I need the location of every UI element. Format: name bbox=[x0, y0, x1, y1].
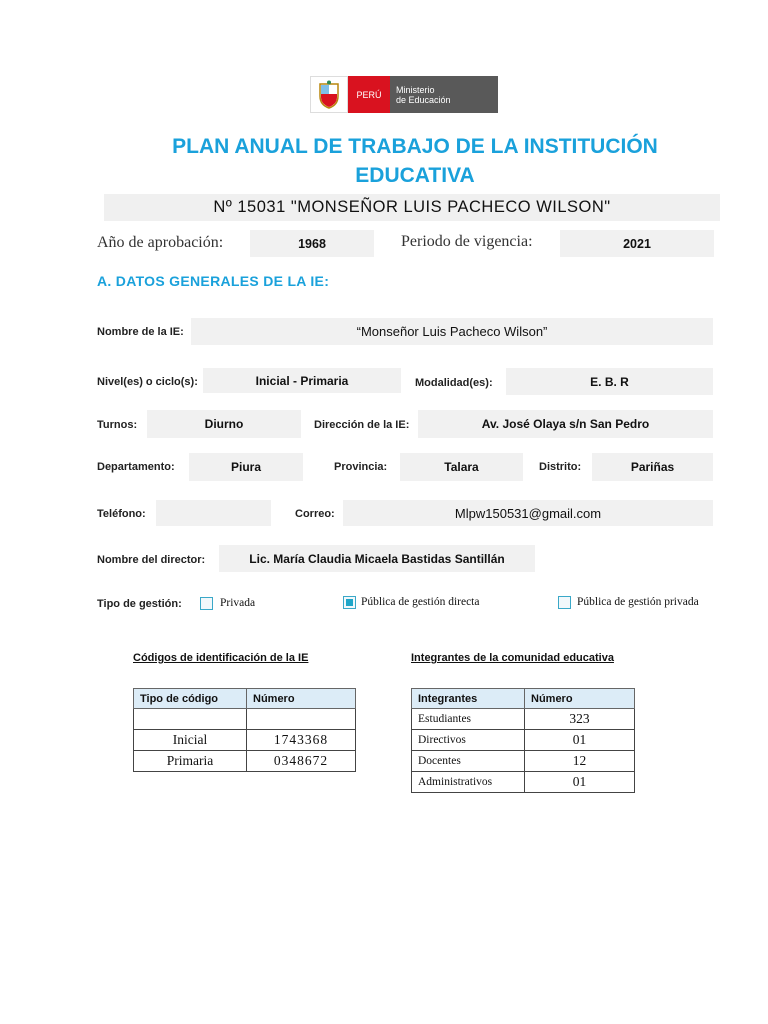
codigos-header-numero: Número bbox=[247, 689, 356, 709]
table-cell: Inicial bbox=[134, 730, 247, 751]
publica-privada-checkbox[interactable] bbox=[558, 596, 571, 609]
publica-directa-option-label: Pública de gestión directa bbox=[361, 596, 480, 608]
provincia-label: Provincia: bbox=[334, 461, 388, 473]
coat-of-arms-icon bbox=[310, 76, 348, 113]
modalidad-value: E. B. R bbox=[506, 368, 713, 395]
table-row bbox=[412, 751, 635, 772]
integrantes-header-row bbox=[412, 689, 635, 709]
table-row bbox=[412, 709, 635, 730]
table-cell: 12 bbox=[525, 751, 635, 772]
table-cell bbox=[134, 709, 247, 730]
integrantes-heading: Integrantes de la comunidad educativa bbox=[411, 652, 614, 664]
table-cell: Estudiantes bbox=[412, 709, 525, 730]
table-row bbox=[412, 730, 635, 751]
table-cell bbox=[247, 709, 356, 730]
table-row bbox=[412, 772, 635, 793]
codigos-table bbox=[133, 688, 356, 772]
minedu-logo bbox=[310, 76, 498, 113]
period-label: Periodo de vigencia: bbox=[401, 233, 533, 250]
nivel-label: Nivel(es) o ciclo(s): bbox=[97, 376, 198, 388]
table-cell: Directivos bbox=[412, 730, 525, 751]
modalidad-label: Modalidad(es): bbox=[415, 377, 493, 389]
departamento-label: Departamento: bbox=[97, 461, 175, 473]
nombre-value: “Monseñor Luis Pacheco Wilson” bbox=[191, 318, 713, 345]
logo-ministry bbox=[390, 76, 498, 113]
section-a-heading: A. DATOS GENERALES DE LA IE: bbox=[97, 273, 330, 289]
integrantes-table bbox=[411, 688, 635, 793]
correo-label: Correo: bbox=[295, 508, 335, 520]
table-row bbox=[134, 751, 356, 772]
publica-directa-checkbox[interactable] bbox=[343, 596, 356, 609]
director-label: Nombre del director: bbox=[97, 554, 206, 566]
provincia-value: Talara bbox=[400, 453, 523, 481]
page-title-line2: EDUCATIVA bbox=[355, 164, 475, 187]
distrito-value: Pariñas bbox=[592, 453, 713, 481]
privada-checkbox[interactable] bbox=[200, 597, 213, 610]
departamento-value: Piura bbox=[189, 453, 303, 481]
turnos-value: Diurno bbox=[147, 410, 301, 438]
table-cell: Primaria bbox=[134, 751, 247, 772]
school-name-banner: Nº 15031 "MONSEÑOR LUIS PACHECO WILSON" bbox=[104, 194, 720, 221]
direccion-value: Av. José Olaya s/n San Pedro bbox=[418, 410, 713, 438]
page-title-line1: PLAN ANUAL DE TRABAJO DE LA INSTITUCIÓN bbox=[172, 135, 658, 158]
codigos-heading: Códigos de identificación de la IE bbox=[133, 652, 309, 664]
table-cell: Docentes bbox=[412, 751, 525, 772]
director-value: Lic. María Claudia Micaela Bastidas Santillán bbox=[219, 545, 535, 572]
codigos-header-row bbox=[134, 689, 356, 709]
logo-line1: Ministerio bbox=[396, 84, 435, 95]
period-value: 2021 bbox=[560, 230, 714, 257]
table-cell: Administrativos bbox=[412, 772, 525, 793]
telefono-value bbox=[156, 500, 271, 526]
table-cell: 1743368 bbox=[247, 730, 356, 751]
table-row bbox=[134, 709, 356, 730]
nombre-label: Nombre de la IE: bbox=[97, 326, 184, 338]
direccion-label: Dirección de la IE: bbox=[314, 419, 410, 431]
table-cell: 0348672 bbox=[247, 751, 356, 772]
turnos-label: Turnos: bbox=[97, 419, 138, 431]
year-value: 1968 bbox=[250, 230, 374, 257]
table-cell: 323 bbox=[525, 709, 635, 730]
table-cell: 01 bbox=[525, 772, 635, 793]
table-cell: 01 bbox=[525, 730, 635, 751]
logo-country: PERÚ bbox=[348, 76, 390, 113]
privada-option-label: Privada bbox=[220, 597, 256, 609]
integrantes-header-numero: Número bbox=[525, 689, 635, 709]
gestion-label: Tipo de gestión: bbox=[97, 598, 182, 610]
table-row bbox=[134, 730, 356, 751]
nivel-value: Inicial - Primaria bbox=[203, 368, 401, 393]
publica-privada-option-label: Pública de gestión privada bbox=[577, 596, 699, 608]
year-label: Año de aprobación: bbox=[97, 234, 224, 251]
telefono-label: Teléfono: bbox=[97, 508, 146, 520]
codigos-header-tipo: Tipo de código bbox=[134, 689, 247, 709]
correo-value: Mlpw150531@gmail.com bbox=[343, 500, 713, 526]
integrantes-header-integrantes: Integrantes bbox=[412, 689, 525, 709]
distrito-label: Distrito: bbox=[539, 461, 582, 473]
logo-line2: de Educación bbox=[396, 94, 451, 105]
